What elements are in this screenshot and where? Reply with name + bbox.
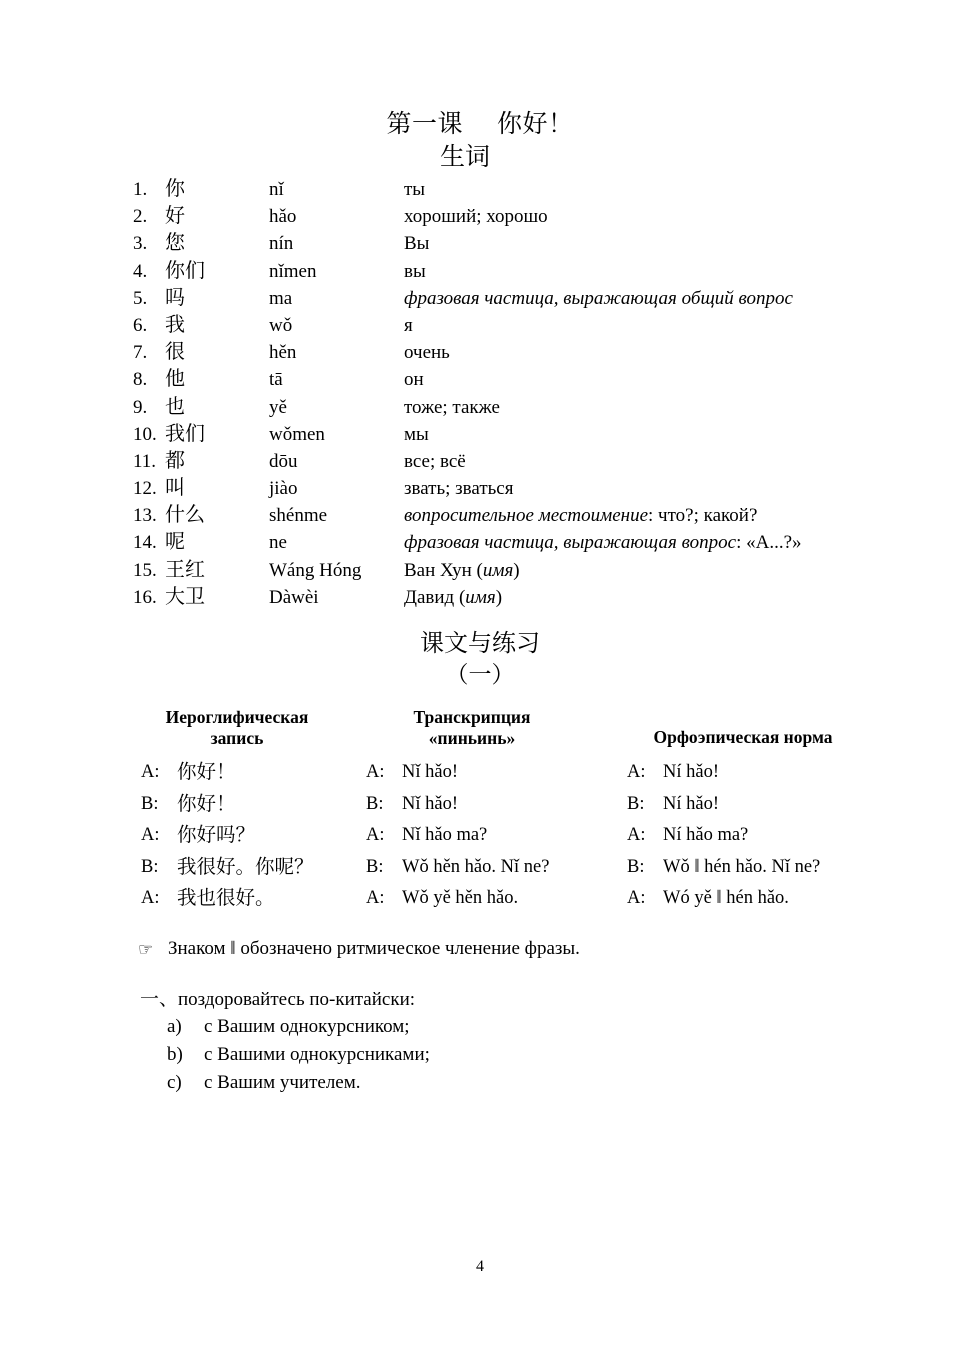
vocabulary-pinyin: hěn bbox=[269, 342, 297, 364]
exercise-heading: 一、поздоровайтесь по-китайски: bbox=[140, 989, 416, 1010]
vocabulary-row bbox=[0, 230, 960, 257]
dialogue-line-pinyin: Nǐ hǎo! bbox=[402, 762, 458, 782]
vocabulary-translation bbox=[404, 584, 502, 611]
rhythm-note-text: Знаком ǁ обозначено ритмическое членение фразы. bbox=[168, 938, 580, 959]
vocabulary-row bbox=[0, 584, 960, 611]
vocabulary-pinyin: tā bbox=[269, 369, 283, 391]
vocabulary-hanzi: 我们 bbox=[165, 422, 205, 445]
dialogue-row bbox=[0, 883, 960, 915]
dialogue-speaker-orthoepic: B: bbox=[627, 793, 645, 814]
pointing-hand-icon: ☞ bbox=[138, 940, 154, 959]
vocabulary-heading: 生词 bbox=[439, 144, 490, 171]
vocabulary-hanzi: 呢 bbox=[165, 531, 185, 554]
dialogue-speaker-hanzi: A: bbox=[141, 825, 160, 845]
vocabulary-pinyin: nǐ bbox=[269, 179, 284, 200]
translation-tail: ) bbox=[495, 586, 503, 608]
vocabulary-hanzi: 王红 bbox=[165, 558, 205, 581]
dialogue-line-hanzi: 我很好。你呢？ bbox=[177, 856, 314, 878]
vocabulary-index: 3. bbox=[133, 233, 148, 255]
translation-plain: я bbox=[404, 314, 413, 336]
lesson-number: 第一课 bbox=[386, 111, 463, 138]
dialogue-speaker-pinyin: A: bbox=[366, 825, 385, 845]
vocabulary-hanzi: 我 bbox=[165, 313, 185, 336]
vocabulary-pinyin: wǒmen bbox=[269, 423, 325, 445]
vocabulary-translation bbox=[404, 339, 450, 366]
dialogue-line-hanzi: 你好吗？ bbox=[177, 825, 256, 846]
vocabulary-hanzi: 也 bbox=[165, 395, 185, 418]
vocabulary-translation bbox=[404, 475, 513, 502]
vocabulary-index: 7. bbox=[133, 342, 148, 364]
exercise-item-text: с Вашими однокурсниками; bbox=[204, 1044, 430, 1065]
dialogue-table bbox=[0, 757, 960, 915]
vocabulary-row bbox=[0, 557, 960, 584]
vocabulary-translation bbox=[404, 394, 500, 421]
vocabulary-translation bbox=[404, 285, 793, 312]
vocabulary-hanzi: 他 bbox=[165, 368, 185, 391]
vocabulary-list bbox=[0, 176, 960, 611]
vocabulary-index: 11. bbox=[133, 450, 157, 472]
vocabulary-hanzi: 你们 bbox=[165, 259, 205, 282]
dialogue-speaker-orthoepic: A: bbox=[627, 825, 646, 845]
lesson-title-text: 你好！ bbox=[497, 111, 574, 138]
vocabulary-row bbox=[0, 176, 960, 203]
vocabulary-row bbox=[0, 366, 960, 393]
translation-plain: ты bbox=[404, 179, 426, 200]
section-subtitle: （一） bbox=[445, 662, 515, 687]
vocabulary-row bbox=[0, 502, 960, 529]
dialogue-row bbox=[0, 820, 960, 852]
exercise-item bbox=[0, 1069, 960, 1097]
vocabulary-pinyin: ne bbox=[269, 532, 287, 554]
vocabulary-index: 12. bbox=[133, 478, 157, 500]
dialogue-line-orthoepic: Ní hǎo! bbox=[663, 793, 719, 814]
dialogue-line-orthoepic: Wǒ ǁ hén hǎo. Nǐ ne? bbox=[663, 856, 821, 877]
dialogue-row bbox=[0, 852, 960, 884]
vocabulary-row bbox=[0, 339, 960, 366]
dialogue-line-orthoepic: Ní hǎo ma? bbox=[663, 825, 749, 845]
column-header-orthoepic: Орфоэпическая норма bbox=[653, 727, 833, 747]
vocabulary-pinyin: Wáng Hóng bbox=[269, 559, 362, 581]
vocabulary-pinyin: wǒ bbox=[269, 314, 293, 336]
dialogue-speaker-orthoepic: B: bbox=[627, 856, 645, 877]
dialogue-line-orthoepic: Ní hǎo! bbox=[663, 762, 719, 782]
section-title: 课文与练习 bbox=[420, 631, 540, 657]
exercise-list bbox=[0, 1013, 960, 1097]
vocabulary-hanzi: 叫 bbox=[165, 477, 185, 500]
dialogue-speaker-pinyin: A: bbox=[366, 762, 385, 782]
dialogue-line-hanzi: 我也很好。 bbox=[177, 888, 275, 909]
vocabulary-hanzi: 什么 bbox=[165, 504, 205, 527]
dialogue-line-pinyin: Nǐ hǎo ma? bbox=[402, 825, 488, 845]
translation-plain: Давид ( bbox=[404, 586, 466, 608]
translation-plain: звать; зваться bbox=[404, 478, 514, 500]
translation-tail: : что?; какой? bbox=[648, 505, 758, 527]
vocabulary-pinyin: ma bbox=[269, 287, 293, 309]
translation-plain: хороший; хорошо bbox=[404, 206, 548, 228]
dialogue-line-orthoepic: Wó yě ǁ hén hǎo. bbox=[663, 888, 789, 908]
vocabulary-translation bbox=[404, 176, 425, 203]
vocabulary-pinyin: nín bbox=[269, 233, 294, 255]
dialogue-speaker-pinyin: A: bbox=[366, 888, 385, 908]
vocabulary-index: 4. bbox=[133, 260, 148, 282]
dialogue-row bbox=[0, 789, 960, 821]
exercise-item-marker: c) bbox=[167, 1072, 182, 1093]
vocabulary-pinyin: jiào bbox=[269, 478, 298, 500]
vocabulary-translation bbox=[404, 258, 426, 285]
translation-plain: тоже; также bbox=[404, 396, 500, 418]
vocabulary-translation bbox=[404, 203, 548, 230]
vocabulary-index: 16. bbox=[133, 586, 157, 608]
translation-plain: мы bbox=[404, 423, 429, 445]
vocabulary-pinyin: dōu bbox=[269, 450, 298, 472]
vocabulary-hanzi: 好 bbox=[165, 205, 185, 228]
translation-plain: очень bbox=[404, 342, 450, 364]
vocabulary-pinyin: hǎo bbox=[269, 206, 297, 228]
dialogue-speaker-hanzi: B: bbox=[141, 793, 159, 814]
translation-plain: все; всё bbox=[404, 450, 466, 472]
vocabulary-index: 8. bbox=[133, 369, 148, 391]
vocabulary-translation bbox=[404, 529, 802, 556]
vocabulary-index: 6. bbox=[133, 314, 148, 336]
column-header-pinyin: Транскрипция «пиньинь» bbox=[413, 707, 531, 748]
exercise-item-marker: a) bbox=[167, 1016, 182, 1037]
dialogue-row bbox=[0, 757, 960, 789]
translation-italic: имя bbox=[465, 586, 496, 608]
column-header-hanzi: Иероглифическая запись bbox=[165, 707, 309, 748]
dialogue-speaker-orthoepic: A: bbox=[627, 888, 646, 908]
dialogue-speaker-orthoepic: A: bbox=[627, 762, 646, 782]
dialogue-line-hanzi: 你好！ bbox=[177, 793, 236, 815]
translation-italic: вопросительное местоимение bbox=[404, 505, 649, 527]
exercise-item-text: с Вашим однокурсником; bbox=[204, 1016, 410, 1037]
dialogue-speaker-pinyin: B: bbox=[366, 856, 384, 877]
translation-italic: фразовая частица, выражающая вопрос bbox=[404, 532, 737, 554]
page-number: 4 bbox=[476, 1258, 484, 1275]
vocabulary-translation bbox=[404, 312, 413, 339]
vocabulary-pinyin: yě bbox=[269, 396, 287, 418]
exercise-item-marker: b) bbox=[167, 1044, 183, 1065]
translation-italic: имя bbox=[482, 559, 514, 581]
vocabulary-translation bbox=[404, 557, 520, 584]
dialogue-speaker-hanzi: A: bbox=[141, 762, 160, 782]
vocabulary-row bbox=[0, 475, 960, 502]
exercise-item bbox=[0, 1041, 960, 1069]
vocabulary-row bbox=[0, 258, 960, 285]
vocabulary-index: 14. bbox=[133, 532, 157, 554]
vocabulary-translation bbox=[404, 230, 429, 257]
vocabulary-row bbox=[0, 394, 960, 421]
exercise-item bbox=[0, 1013, 960, 1041]
dialogue-line-pinyin: Wǒ hěn hǎo. Nǐ ne? bbox=[402, 856, 550, 877]
translation-plain: Вы bbox=[404, 233, 430, 255]
translation-tail: : «А...?» bbox=[736, 532, 802, 554]
translation-plain: вы bbox=[404, 260, 426, 282]
vocabulary-index: 15. bbox=[133, 559, 157, 581]
vocabulary-translation bbox=[404, 366, 424, 393]
dialogue-speaker-pinyin: B: bbox=[366, 793, 384, 814]
vocabulary-hanzi: 你 bbox=[165, 178, 185, 200]
vocabulary-translation bbox=[404, 421, 429, 448]
vocabulary-index: 13. bbox=[133, 505, 157, 527]
vocabulary-translation bbox=[404, 502, 757, 529]
lesson-title bbox=[0, 110, 960, 140]
vocabulary-row bbox=[0, 421, 960, 448]
vocabulary-hanzi: 很 bbox=[165, 341, 185, 364]
vocabulary-index: 1. bbox=[133, 179, 148, 200]
vocabulary-row bbox=[0, 529, 960, 556]
dialogue-speaker-hanzi: B: bbox=[141, 856, 159, 877]
translation-plain: Ван Хун ( bbox=[404, 559, 483, 581]
vocabulary-index: 9. bbox=[133, 396, 148, 418]
exercise-item-text: с Вашим учителем. bbox=[204, 1072, 361, 1093]
vocabulary-index: 2. bbox=[133, 206, 148, 228]
translation-italic: фразовая частица, выражающая общий вопрос bbox=[404, 287, 793, 309]
dialogue-line-hanzi: 你好！ bbox=[177, 762, 236, 783]
vocabulary-hanzi: 您 bbox=[165, 232, 185, 255]
vocabulary-row bbox=[0, 448, 960, 475]
dialogue-column-headers bbox=[0, 707, 960, 755]
vocabulary-index: 10. bbox=[133, 423, 157, 445]
vocabulary-translation bbox=[404, 448, 466, 475]
dialogue-speaker-hanzi: A: bbox=[141, 888, 160, 908]
vocabulary-hanzi: 吗 bbox=[165, 286, 185, 309]
dialogue-line-pinyin: Wǒ yě hěn hǎo. bbox=[402, 888, 519, 908]
vocabulary-hanzi: 大卫 bbox=[165, 585, 205, 608]
translation-plain: он bbox=[404, 369, 424, 391]
vocabulary-row bbox=[0, 203, 960, 230]
vocabulary-row bbox=[0, 312, 960, 339]
vocabulary-index: 5. bbox=[133, 287, 148, 309]
vocabulary-pinyin: nǐmen bbox=[269, 260, 317, 282]
vocabulary-hanzi: 都 bbox=[165, 449, 185, 472]
vocabulary-pinyin: Dàwèi bbox=[269, 586, 319, 608]
vocabulary-row bbox=[0, 285, 960, 312]
dialogue-line-pinyin: Nǐ hǎo! bbox=[402, 793, 458, 814]
vocabulary-pinyin: shénme bbox=[269, 505, 328, 527]
translation-tail: ) bbox=[513, 559, 520, 581]
